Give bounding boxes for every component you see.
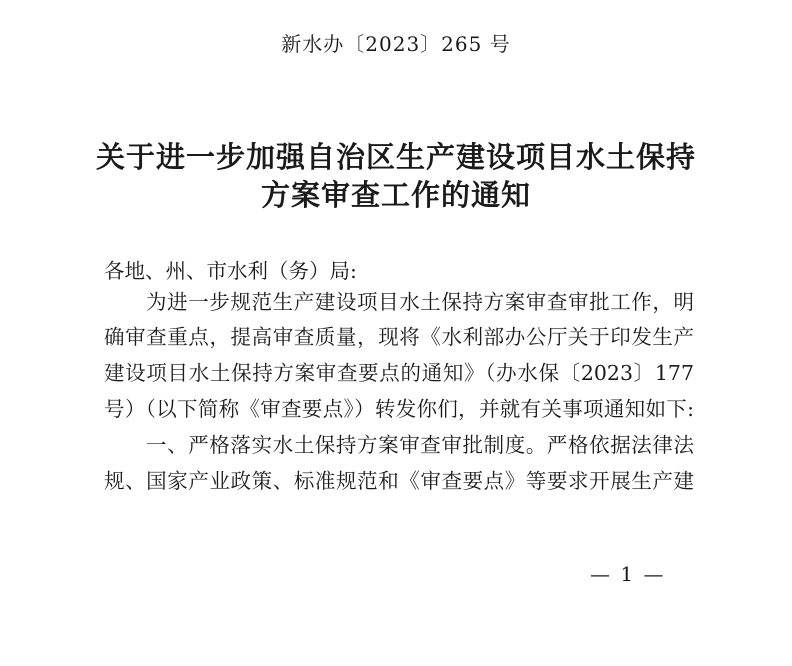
salutation: 各地、州、市水利（务）局: xyxy=(104,259,357,283)
body-line-3: 建设项目水土保持方案审查要点的通知》（办水保〔2023〕177 xyxy=(104,361,694,385)
title-line-1: 关于进一步加强自治区生产建设项目水土保持 xyxy=(95,140,696,174)
body-line-2: 确审查重点，提高审查质量，现将《水利部办公厅关于印发生产 xyxy=(104,325,694,349)
title-line-2: 方案审查工作的通知 xyxy=(260,178,531,212)
body-line-6: 规、国家产业政策、标准规范和《审查要点》等要求开展生产建 xyxy=(104,469,694,493)
body-line-4: 号）（以下简称《审查要点》）转发你们，并就有关事项通知如下: xyxy=(104,397,694,421)
body-line-1: 为进一步规范生产建设项目水土保持方案审查审批工作，明 xyxy=(146,290,694,314)
body-line-5: 一、严格落实水土保持方案审查审批制度。严格依据法律法 xyxy=(146,433,694,457)
page-number: — 1 — xyxy=(590,562,666,586)
document-number: 新水办〔2023〕265 号 xyxy=(281,32,511,56)
